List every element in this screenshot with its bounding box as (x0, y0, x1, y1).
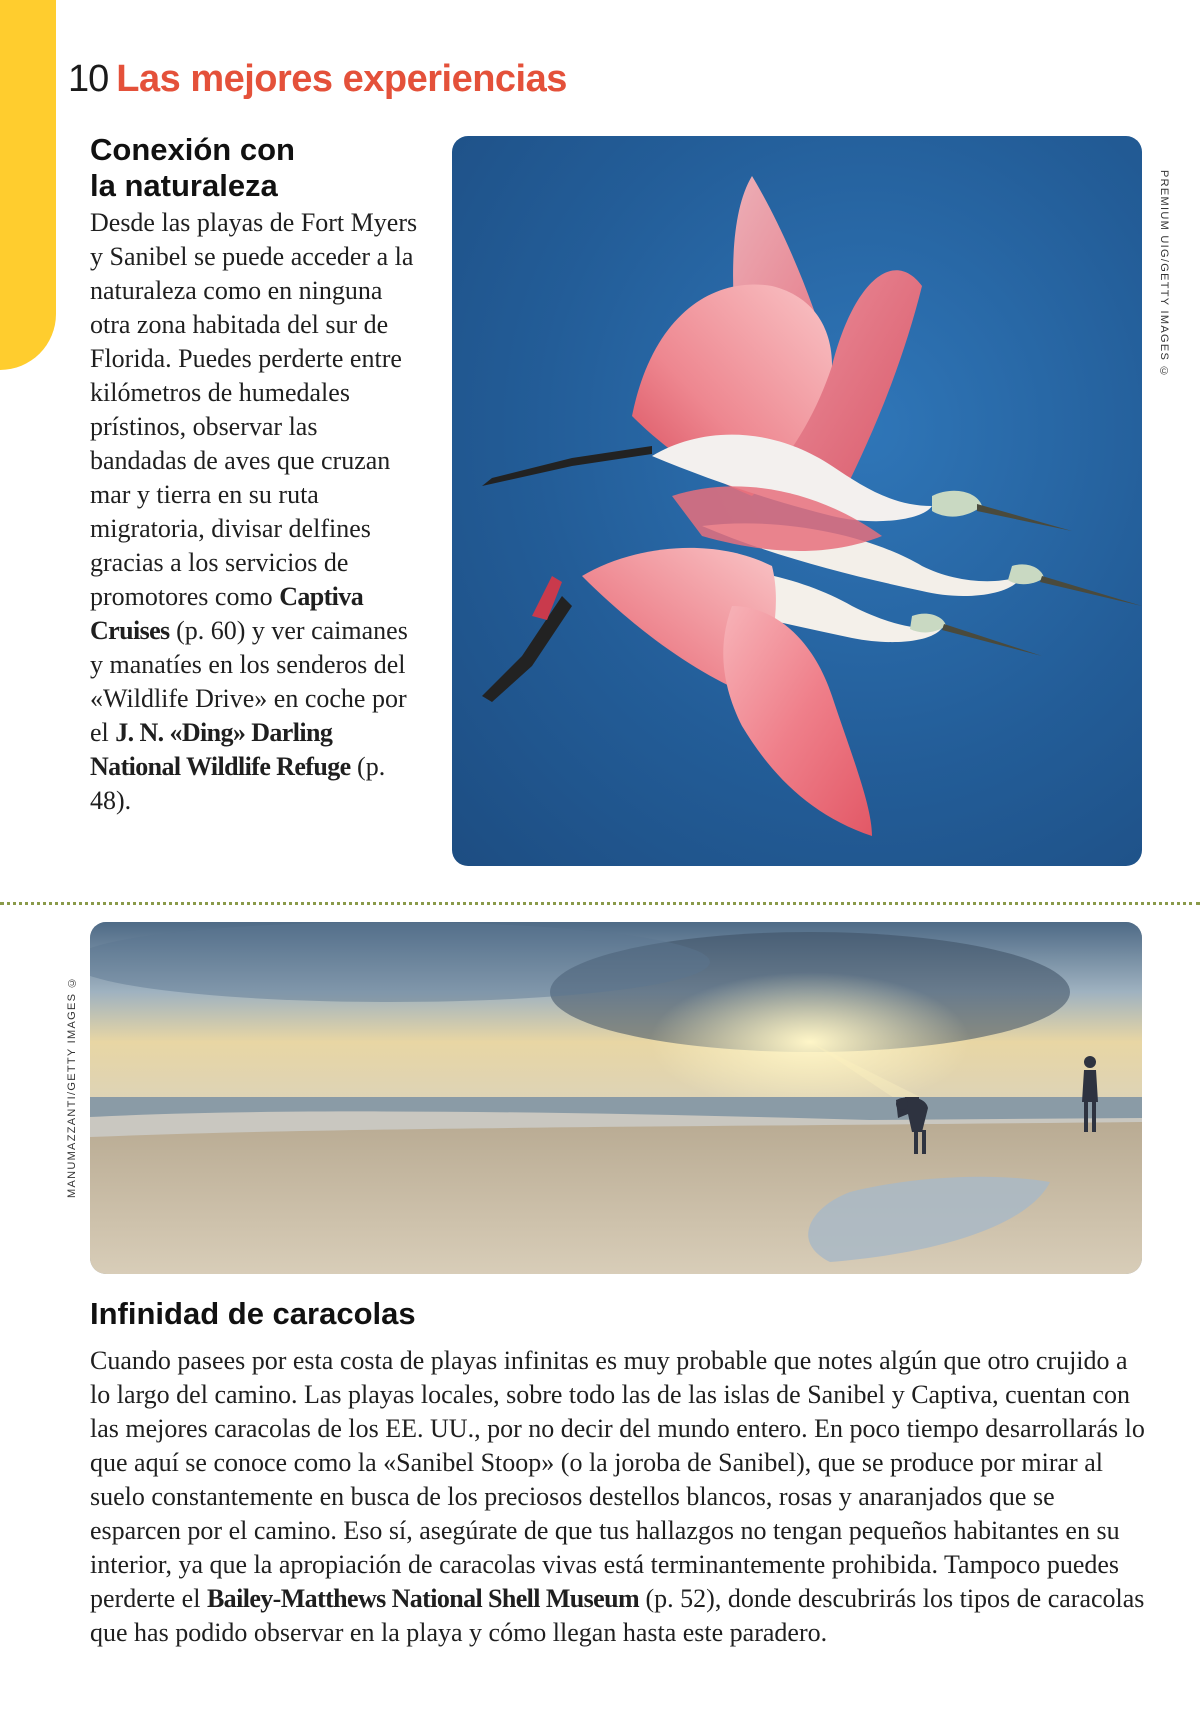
section1-heading (90, 132, 420, 204)
section1-body-text: Desde las playas de Fort Myers y Sanibel se puede acceder a la naturaleza como en ninguna otra zona habitada del sur de Florida. Puedes perderte entre kilómetros de humedales prístinos, observar las bandadas de aves que cruzan mar y tierra en su ruta migratoria, divisar delfines gracias a los servicios de promotores como (90, 208, 418, 611)
section2-body-text: (p. 52), donde descubrirás los tipos de caracolas que has podido observar en la playa y cómo llegan hasta este paradero. (90, 1584, 1145, 1647)
yellow-edge-tab (0, 0, 56, 370)
section-title: Las mejores experiencias (116, 58, 567, 100)
ding-darling-refuge-ref: J. N. «Ding» Darling National Wildlife Refuge (90, 718, 351, 781)
shell-museum-ref: Bailey-Matthews National Shell Museum (206, 1584, 640, 1613)
section2-body-text: Cuando pasees por esta costa de playas infinitas es muy probable que notes algún que otro crujido a lo largo del camino. Las playas locales, sobre todo las de las islas de Sanibel y Captiva, cuentan con las mejores caracolas de los EE. UU., por no decir del mundo entero. En poco tiempo desarrollarás lo que aquí se conoce como la «Sanibel Stoop» (o la joroba de Sanibel), que se produce por mirar al suelo constantemente en busca de los preciosos destellos blancos, rosas y anaranjados que se esparcen por el camino. Eso sí, asegúrate de que tus hallazgos no tengan pequeños habitantes en su interior, ya que la apropiación de caracolas vivas está terminantemente prohibida. Tampoco puedes perderte el (90, 1346, 1145, 1613)
photo1-credit: PREMIUM UIG/GETTY IMAGES © (1158, 170, 1170, 379)
section1-body (90, 206, 420, 818)
captiva-cruises-ref: Captiva Cruises (90, 582, 364, 645)
section-divider (0, 902, 1200, 905)
section1-body-text: (p. 60) y ver caimanes y manatíes en los senderos del «Wildlife Drive» en coche por el (90, 616, 408, 747)
beach-shells-photo (90, 922, 1142, 1274)
section1-heading-line2: la naturaleza (90, 168, 278, 203)
photo2-credit: MANUMAZZANTI/GETTY IMAGES © (66, 975, 78, 1198)
roseate-spoonbills-photo (452, 136, 1142, 866)
section2-body (90, 1344, 1150, 1650)
section2-heading: Infinidad de caracolas (90, 1296, 416, 1331)
section1-body-text: (p. 48). (90, 752, 386, 815)
section1-heading-line1: Conexión con (90, 132, 295, 167)
page-header (68, 58, 567, 106)
page-number: 10 (68, 58, 109, 100)
